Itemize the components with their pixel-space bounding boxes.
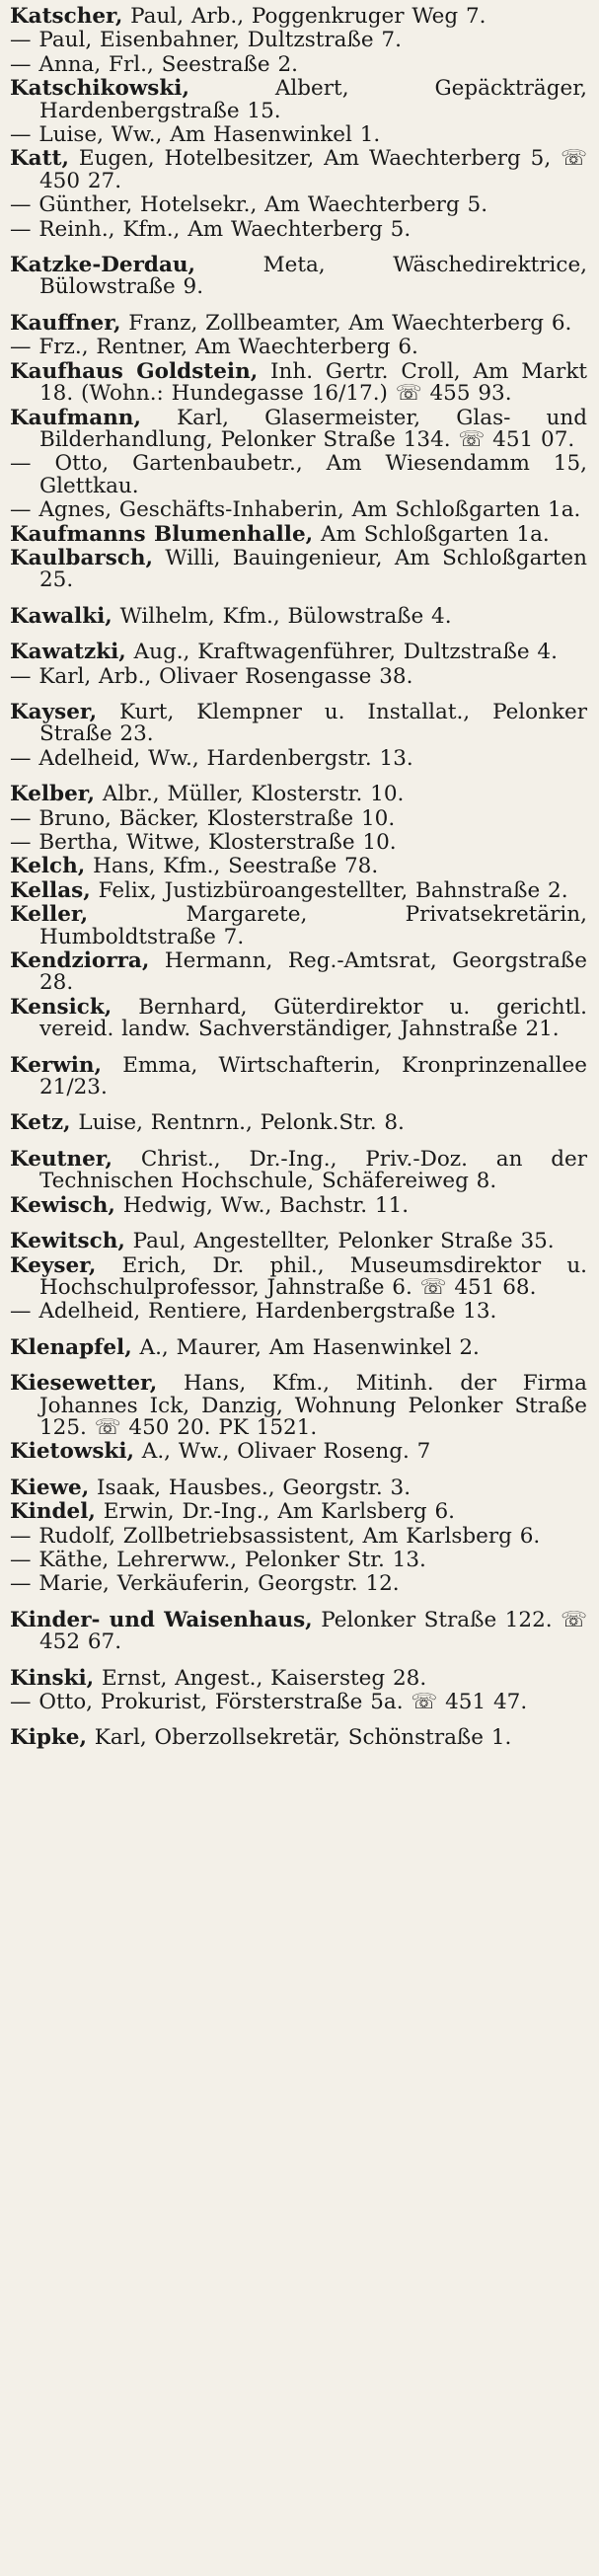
directory-entry [10, 1523, 587, 1549]
directory-entry [10, 1692, 587, 1713]
directory-entry [10, 51, 587, 77]
entry-details: — Paul, Eisenbahner, Dultzstraße 7. [10, 28, 402, 53]
directory-entry [10, 1146, 587, 1194]
directory-entry [10, 904, 587, 948]
entry-details: Willi, Bauingenieur, Am Schloßgarten 25. [39, 545, 587, 593]
directory-entry [10, 877, 587, 903]
entry-details: Franz, Zollbeamter, Am Waechterberg 6. [120, 310, 572, 336]
entry-name: Kawalki, [10, 603, 112, 629]
entry-details: Erwin, Dr.-Ing., Am Karlsberg 6. [95, 1499, 456, 1525]
entry-details: — Agnes, Geschäfts-Inhaberin, Am Schloßgarten 1a. [10, 497, 581, 523]
entry-name: Ketz, [10, 1110, 71, 1136]
entry-details: Bernhard, Güterdirektor u. gerichtl. vereid. landw. Sachverständiger, Jahnstraße 21. [39, 994, 587, 1042]
entry-details: — Rudolf, Zollbetriebsassistent, Am Karlsberg 6. [10, 1523, 541, 1549]
directory-entry [10, 663, 587, 689]
directory-entry [10, 521, 587, 547]
entry-name: Katzke-Derdau, [10, 253, 195, 278]
directory-entry [10, 1052, 587, 1100]
entry-name: Kensick, [10, 994, 112, 1020]
entry-name: Keller, [10, 902, 89, 928]
directory-entry [10, 642, 587, 663]
entry-details: Emma, Wirtschafterin, Kronprinzenallee 21/23. [39, 1052, 587, 1100]
entry-details: Paul, Angestellter, Pelonker Straße 35. [124, 1229, 555, 1254]
directory-entry [10, 1373, 587, 1439]
entry-details: Inh. Gertr. Croll, Am Markt 18. (Wohn.: Hundegasse 16/17.) ☏ 455 93. [39, 358, 587, 407]
entry-details: Hans, Kfm., Mitinh. der Firma Johannes Ick, Danzig, Wohnung Pelonker Straße 125. ☏ 450 20. PK 1521. [39, 1371, 587, 1440]
directory-entry [10, 255, 587, 299]
directory-entry [10, 499, 587, 521]
entry-details: Pelonker Straße 122. ☏ 452 67. [39, 1607, 587, 1655]
entry-details: — Anna, Frl., Seestraße 2. [10, 51, 298, 77]
directory-entry [10, 30, 587, 51]
entry-name: Klenapfel, [10, 1334, 132, 1360]
directory-entry [10, 310, 587, 336]
directory-entry [10, 1112, 587, 1134]
directory-entry [10, 1573, 587, 1595]
entry-name: Kauffner, [10, 310, 121, 336]
entry-details: Hans, Kfm., Seestraße 78. [85, 854, 379, 879]
entry-name: Kewitsch, [10, 1229, 125, 1254]
entry-name: Kinder- und Waisenhaus, [10, 1607, 313, 1632]
directory-entry [10, 337, 587, 358]
directory-entry [10, 603, 587, 629]
entry-details: A., Maurer, Am Hasenwinkel 2. [131, 1334, 480, 1360]
directory-entry [10, 1301, 587, 1323]
directory-entry [10, 1334, 587, 1360]
entry-details: — Reinh., Kfm., Am Waechterberg 5. [10, 216, 412, 242]
directory-entry [10, 745, 587, 771]
directory-entry [10, 1192, 587, 1218]
entry-details: A., Ww., Olivaer Roseng. 7 [133, 1439, 431, 1465]
directory-entry [10, 545, 587, 593]
entry-details: Paul, Arb., Poggenkruger Weg 7. [122, 4, 487, 29]
directory-entry [10, 856, 587, 877]
entry-details: Erich, Dr. phil., Museumsdirektor u. Hochschulprofessor, Jahnstraße 6. ☏ 451 68. [39, 1252, 587, 1300]
entry-details: Christ., Dr.-Ing., Priv.-Doz. an der Technischen Hochschule, Schäfereiweg 8. [39, 1146, 587, 1194]
entry-name: Kietowski, [10, 1439, 134, 1465]
entry-name: Kinski, [10, 1665, 95, 1691]
directory-entry [10, 805, 587, 831]
entry-name: Keutner, [10, 1146, 113, 1172]
entry-name: Kerwin, [10, 1052, 103, 1078]
directory-entry [10, 78, 587, 122]
directory-entry [10, 1607, 587, 1655]
entry-name: Kaufmann, [10, 405, 141, 430]
directory-entry [10, 405, 587, 452]
directory-entry [10, 1477, 587, 1499]
entry-details: — Adelheid, Ww., Hardenbergstr. 13. [10, 745, 413, 771]
directory-entry [10, 1547, 587, 1572]
directory-entry [10, 950, 587, 995]
entry-name: Kellas, [10, 877, 91, 903]
entry-details: Eugen, Hotelbesitzer, Am Waechterberg 5, ☏ 450 27. [39, 146, 587, 193]
entry-name: Kendziorra, [10, 948, 150, 974]
entry-details: — Otto, Prokurist, Försterstraße 5a. ☏ 451 47. [10, 1690, 528, 1714]
entry-name: Kiesewetter, [10, 1371, 158, 1397]
entry-name: Kindel, [10, 1499, 96, 1525]
entry-name: Keyser, [10, 1252, 97, 1278]
directory-entry [10, 194, 587, 216]
entry-details: — Luise, Ww., Am Hasenwinkel 1. [10, 122, 381, 148]
entry-details: — Marie, Verkäuferin, Georgstr. 12. [10, 1571, 400, 1597]
entry-details: Karl, Glasermeister, Glas- und Bilderhandlung, Pelonker Straße 134. ☏ 451 07. [39, 405, 587, 452]
entry-details: Wilhelm, Kfm., Bülowstraße 4. [112, 603, 452, 629]
entry-details: — Karl, Arb., Olivaer Rosengasse 38. [10, 663, 413, 689]
entry-name: Kaufmanns Blumenhalle, [10, 521, 314, 547]
entry-details: Albr., Müller, Klosterstr. 10. [95, 782, 405, 807]
entry-name: Kipke, [10, 1725, 87, 1751]
directory-entry [10, 1441, 587, 1463]
entry-details: Aug., Kraftwagenführer, Dultzstraße 4. [125, 640, 558, 665]
entry-details: Ernst, Angest., Kaisersteg 28. [94, 1665, 427, 1691]
entry-details: Karl, Oberzollsekretär, Schönstraße 1. [86, 1725, 512, 1751]
directory-entry [10, 124, 587, 146]
entry-name: Katt, [10, 146, 69, 172]
entry-name: Kewisch, [10, 1192, 115, 1218]
entry-details: — Bertha, Witwe, Klosterstraße 10. [10, 830, 397, 855]
entry-name: Kelch, [10, 854, 86, 879]
entry-name: Kaufhaus Goldstein, [10, 358, 259, 384]
entry-details: — Käthe, Lehrerww., Pelonker Str. 13. [10, 1547, 426, 1572]
directory-entry [10, 358, 587, 407]
directory-entry [10, 148, 587, 192]
entry-name: Kaulbarsch, [10, 545, 154, 570]
directory-entry [10, 216, 587, 242]
entry-details: Isaak, Hausbes., Georgstr. 3. [89, 1475, 412, 1500]
directory-entry [10, 1252, 587, 1300]
entry-details: Am Schloßgarten 1a. [313, 521, 550, 547]
entry-details: Margarete, Privatsekretärin, Humboldtstraße 7. [39, 902, 587, 949]
entry-name: Kawatzki, [10, 640, 126, 665]
directory-entries [10, 6, 587, 1750]
entry-details: Kurt, Klempner u. Installat., Pelonker Straße 23. [39, 699, 587, 747]
directory-entry [10, 699, 587, 747]
entry-details: — Bruno, Bäcker, Klosterstraße 10. [10, 805, 396, 831]
entry-details: Albert, Gepäckträger, Hardenbergstraße 15. [39, 76, 587, 123]
entry-details: — Frz., Rentner, Am Waechterberg 6. [10, 335, 418, 360]
directory-entry [10, 832, 587, 854]
entry-name: Kelber, [10, 782, 96, 807]
directory-entry [10, 1665, 587, 1691]
entry-name: Kiewe, [10, 1475, 90, 1500]
directory-entry [10, 6, 587, 28]
directory-entry [10, 453, 587, 497]
entry-details: Hedwig, Ww., Bachstr. 11. [114, 1192, 410, 1218]
directory-entry [10, 1501, 587, 1523]
entry-name: Kayser, [10, 699, 98, 724]
entry-details: Hermann, Reg.-Amtsrat, Georgstraße 28. [39, 948, 587, 996]
entry-name: Katschikowski, [10, 76, 189, 102]
directory-entry [10, 1231, 587, 1252]
entry-details: — Günther, Hotelsekr., Am Waechterberg 5. [10, 192, 488, 218]
directory-entry [10, 784, 587, 805]
entry-details: Felix, Justizbüroangestellter, Bahnstraße 2. [90, 877, 568, 903]
entry-details: — Otto, Gartenbaubetr., Am Wiesendamm 15, Glettkau. [10, 451, 587, 498]
directory-entry [10, 994, 587, 1042]
entry-details: — Adelheid, Rentiere, Hardenbergstraße 13. [10, 1299, 497, 1325]
entry-name: Katscher, [10, 4, 123, 29]
entry-details: Meta, Wäschedirektrice, Bülowstraße 9. [39, 253, 587, 300]
directory-entry [10, 1727, 587, 1749]
entry-details: Luise, Rentnrn., Pelonk.Str. 8. [70, 1110, 405, 1136]
